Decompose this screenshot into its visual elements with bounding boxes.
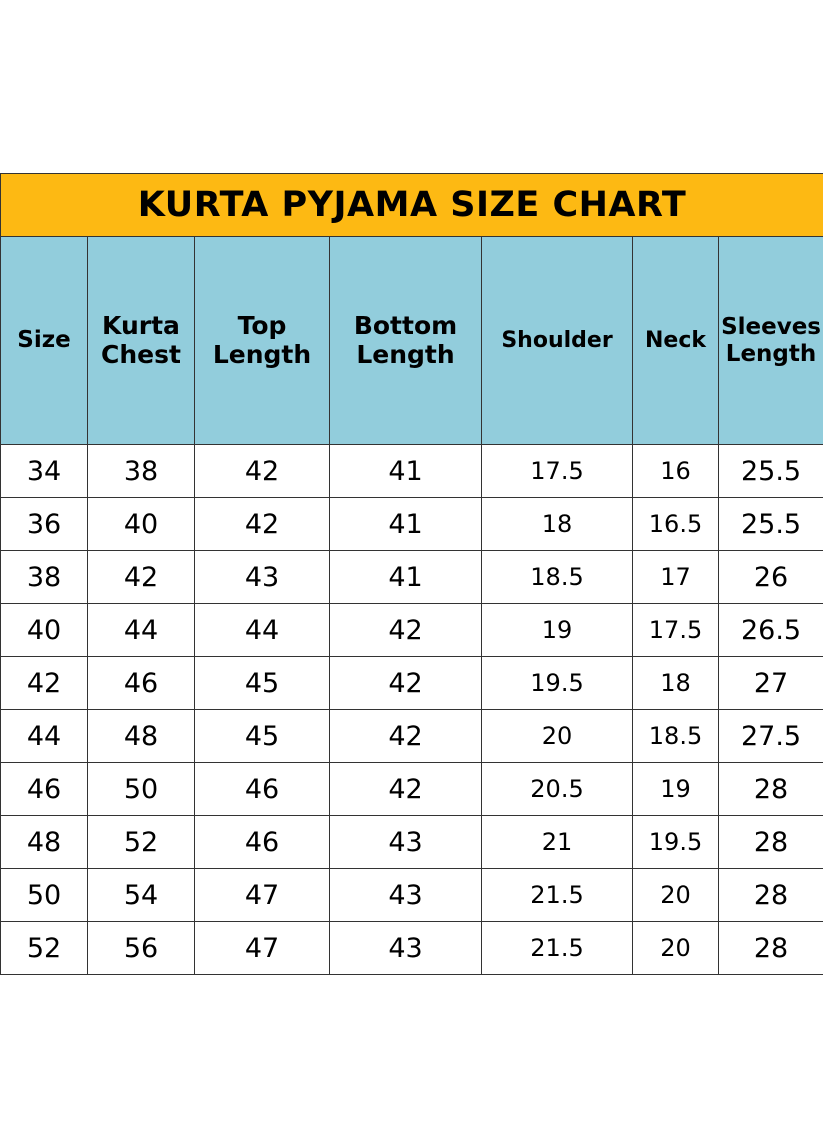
cell-bottom-length: 42 xyxy=(330,710,482,763)
size-chart-table xyxy=(0,173,823,975)
cell-size: 52 xyxy=(1,922,88,975)
title-row xyxy=(1,174,823,237)
column-header-size: Size xyxy=(1,237,88,445)
cell-sleeves-length: 28 xyxy=(719,816,823,869)
cell-size: 40 xyxy=(1,604,88,657)
cell-size: 48 xyxy=(1,816,88,869)
cell-top-length: 45 xyxy=(195,657,330,710)
cell-sleeves-length: 25.5 xyxy=(719,445,823,498)
cell-kurta-chest: 46 xyxy=(88,657,195,710)
column-header-neck: Neck xyxy=(633,237,719,445)
cell-top-length: 44 xyxy=(195,604,330,657)
cell-top-length: 42 xyxy=(195,498,330,551)
cell-neck: 20 xyxy=(633,869,719,922)
cell-shoulder: 18 xyxy=(482,498,633,551)
table-row xyxy=(1,869,823,922)
cell-size: 34 xyxy=(1,445,88,498)
table-row xyxy=(1,710,823,763)
cell-kurta-chest: 44 xyxy=(88,604,195,657)
column-header-kurta-chest: Kurta Chest xyxy=(88,237,195,445)
cell-sleeves-length: 28 xyxy=(719,869,823,922)
cell-neck: 17.5 xyxy=(633,604,719,657)
cell-top-length: 45 xyxy=(195,710,330,763)
table-row xyxy=(1,551,823,604)
table-row xyxy=(1,498,823,551)
column-header-bottom-length: Bottom Length xyxy=(330,237,482,445)
table-row xyxy=(1,763,823,816)
cell-kurta-chest: 52 xyxy=(88,816,195,869)
size-chart-container xyxy=(0,173,823,975)
table-row xyxy=(1,922,823,975)
cell-top-length: 46 xyxy=(195,763,330,816)
cell-neck: 19 xyxy=(633,763,719,816)
cell-shoulder: 21.5 xyxy=(482,869,633,922)
chart-title: KURTA PYJAMA SIZE CHART xyxy=(1,174,823,237)
column-header-shoulder: Shoulder xyxy=(482,237,633,445)
cell-size: 50 xyxy=(1,869,88,922)
cell-shoulder: 19 xyxy=(482,604,633,657)
cell-top-length: 47 xyxy=(195,922,330,975)
cell-size: 44 xyxy=(1,710,88,763)
cell-bottom-length: 41 xyxy=(330,498,482,551)
cell-shoulder: 18.5 xyxy=(482,551,633,604)
cell-top-length: 47 xyxy=(195,869,330,922)
cell-neck: 17 xyxy=(633,551,719,604)
table-row xyxy=(1,657,823,710)
cell-sleeves-length: 26.5 xyxy=(719,604,823,657)
cell-kurta-chest: 54 xyxy=(88,869,195,922)
cell-sleeves-length: 26 xyxy=(719,551,823,604)
cell-kurta-chest: 50 xyxy=(88,763,195,816)
cell-kurta-chest: 40 xyxy=(88,498,195,551)
cell-shoulder: 21 xyxy=(482,816,633,869)
cell-bottom-length: 42 xyxy=(330,657,482,710)
cell-size: 42 xyxy=(1,657,88,710)
cell-shoulder: 17.5 xyxy=(482,445,633,498)
table-row xyxy=(1,816,823,869)
column-header-sleeves-length: Sleeves Length xyxy=(719,237,823,445)
cell-kurta-chest: 48 xyxy=(88,710,195,763)
table-row xyxy=(1,445,823,498)
cell-bottom-length: 43 xyxy=(330,922,482,975)
cell-bottom-length: 43 xyxy=(330,816,482,869)
cell-size: 38 xyxy=(1,551,88,604)
cell-neck: 16.5 xyxy=(633,498,719,551)
cell-bottom-length: 42 xyxy=(330,604,482,657)
cell-bottom-length: 41 xyxy=(330,445,482,498)
cell-sleeves-length: 25.5 xyxy=(719,498,823,551)
cell-neck: 18.5 xyxy=(633,710,719,763)
cell-sleeves-length: 27 xyxy=(719,657,823,710)
cell-top-length: 43 xyxy=(195,551,330,604)
cell-size: 46 xyxy=(1,763,88,816)
cell-top-length: 42 xyxy=(195,445,330,498)
cell-bottom-length: 42 xyxy=(330,763,482,816)
cell-kurta-chest: 56 xyxy=(88,922,195,975)
cell-shoulder: 21.5 xyxy=(482,922,633,975)
cell-neck: 20 xyxy=(633,922,719,975)
cell-neck: 18 xyxy=(633,657,719,710)
cell-bottom-length: 41 xyxy=(330,551,482,604)
table-row xyxy=(1,604,823,657)
cell-sleeves-length: 28 xyxy=(719,922,823,975)
cell-shoulder: 20 xyxy=(482,710,633,763)
cell-bottom-length: 43 xyxy=(330,869,482,922)
table-header-row xyxy=(1,237,823,445)
cell-top-length: 46 xyxy=(195,816,330,869)
cell-shoulder: 19.5 xyxy=(482,657,633,710)
column-header-top-length: Top Length xyxy=(195,237,330,445)
cell-size: 36 xyxy=(1,498,88,551)
cell-kurta-chest: 38 xyxy=(88,445,195,498)
cell-neck: 19.5 xyxy=(633,816,719,869)
cell-neck: 16 xyxy=(633,445,719,498)
cell-sleeves-length: 28 xyxy=(719,763,823,816)
cell-kurta-chest: 42 xyxy=(88,551,195,604)
cell-sleeves-length: 27.5 xyxy=(719,710,823,763)
cell-shoulder: 20.5 xyxy=(482,763,633,816)
